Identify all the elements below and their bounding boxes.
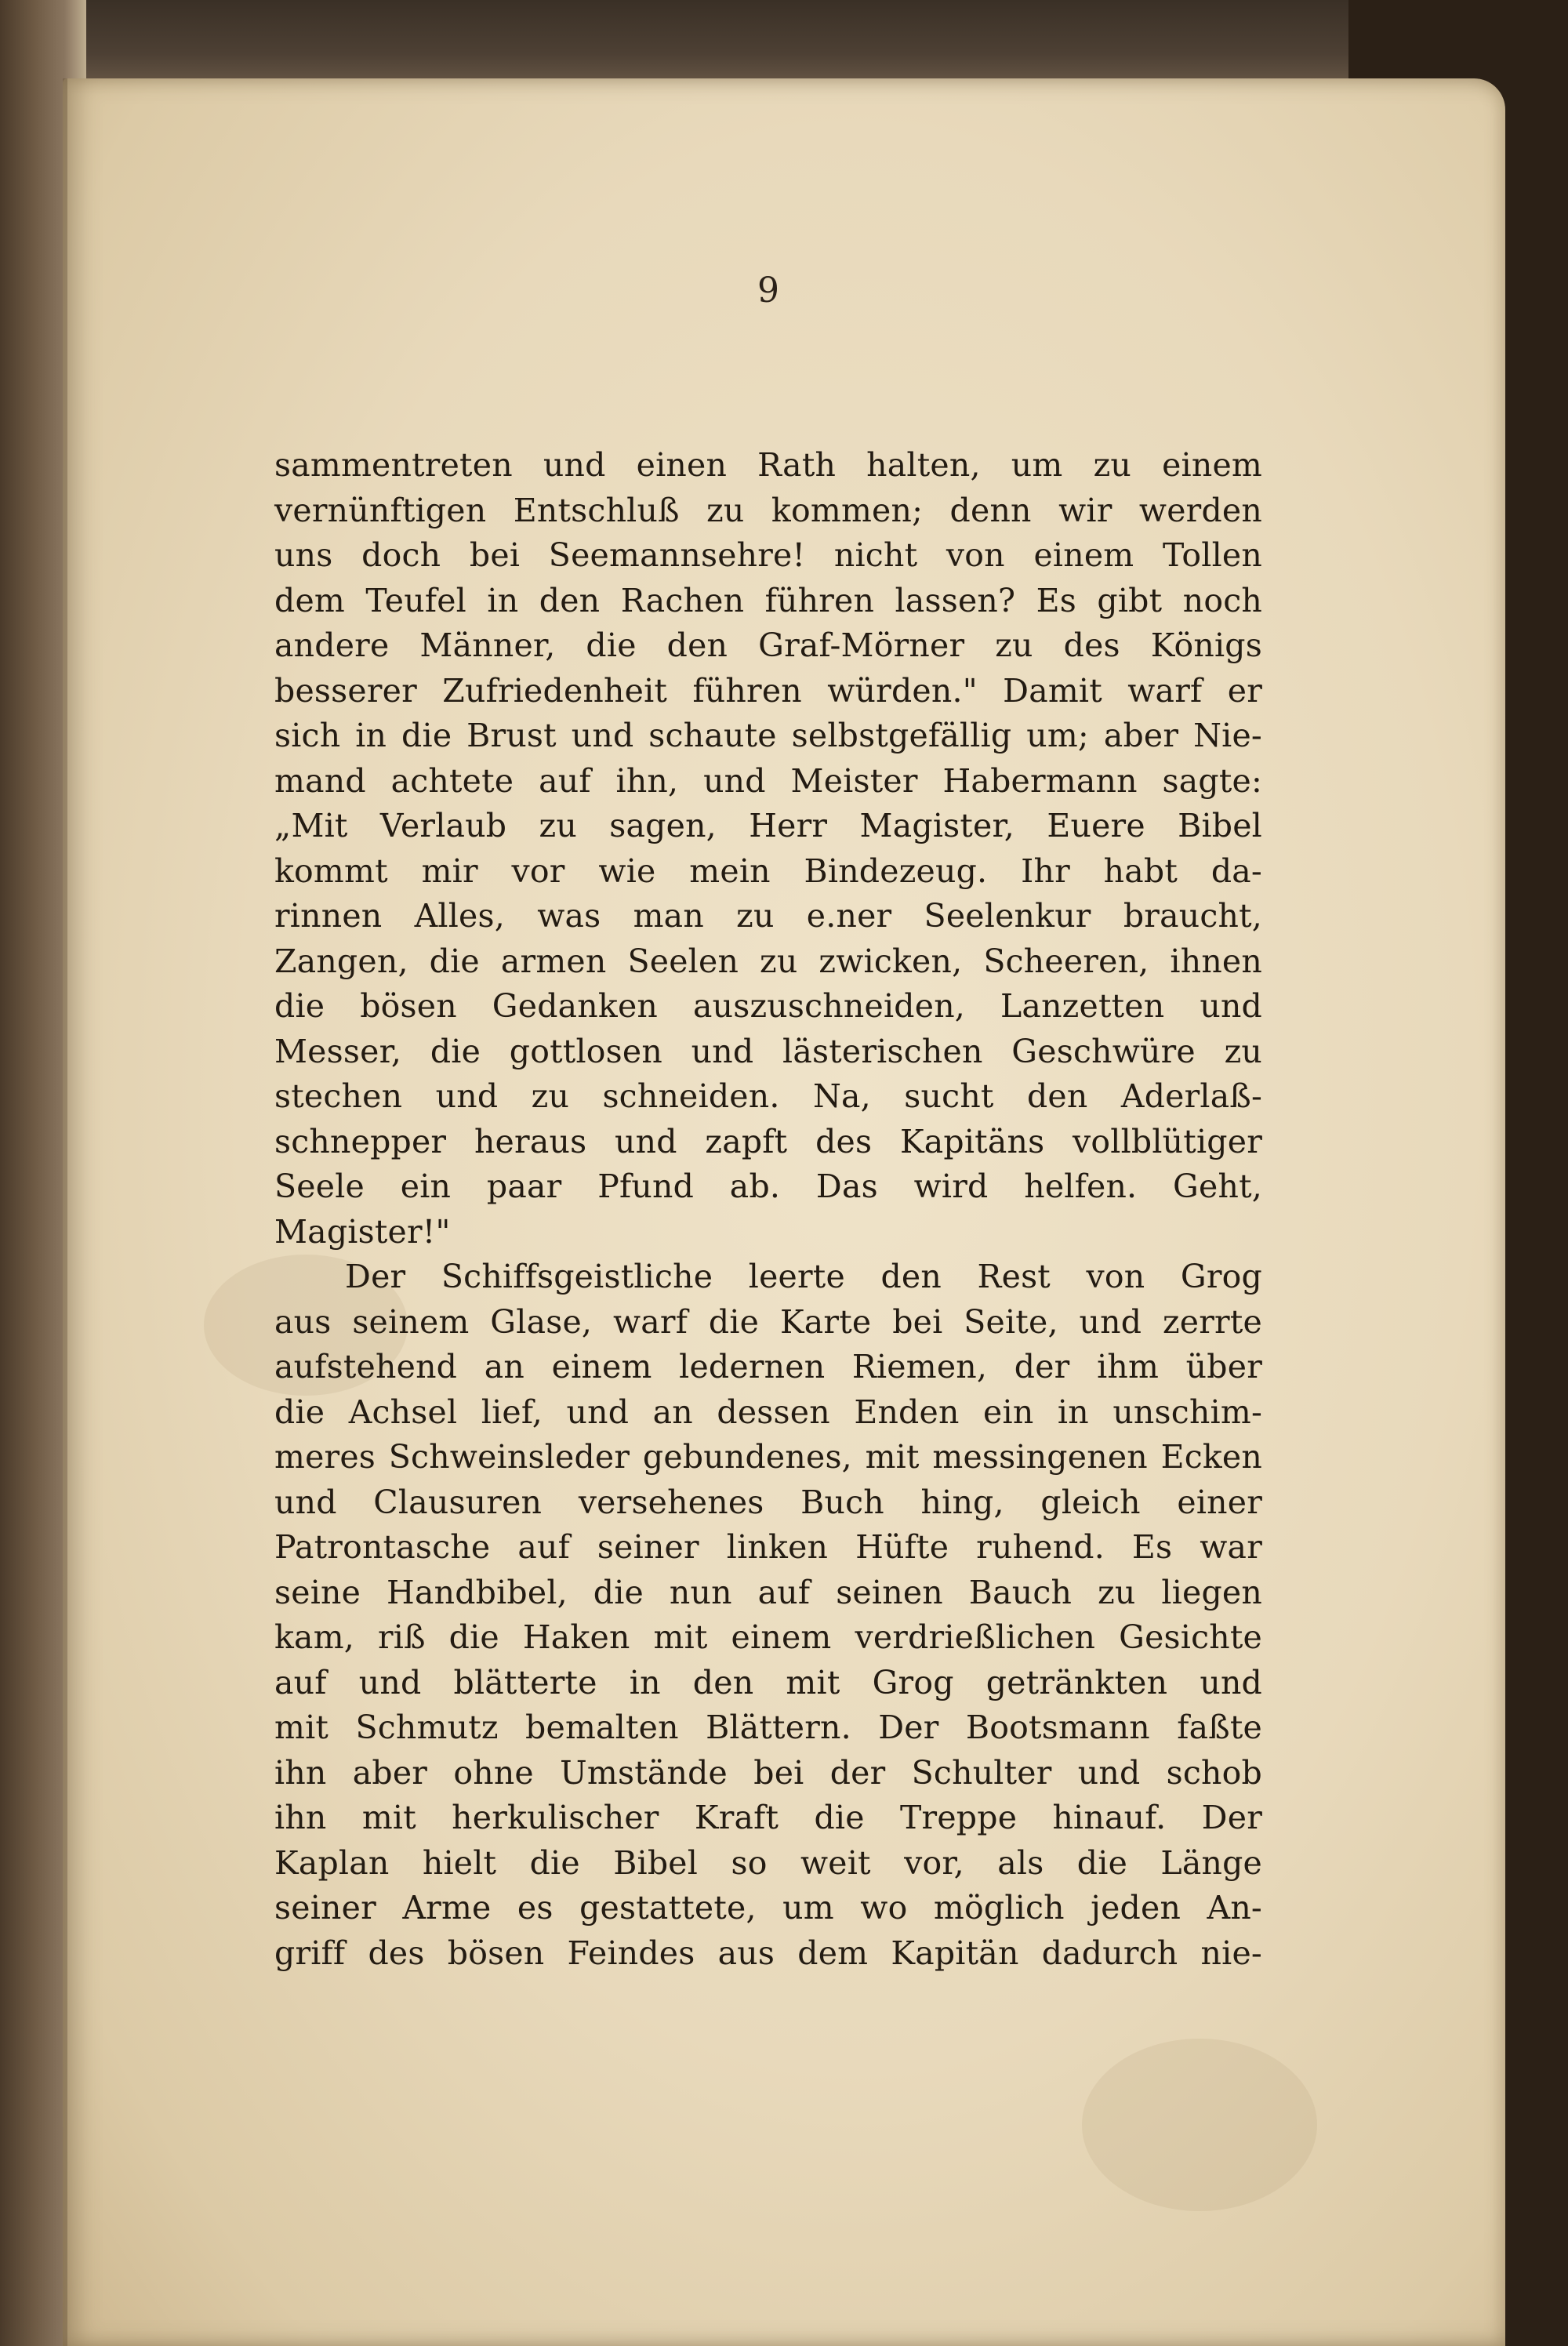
text-line: sich in die Brust und schaute selbstgefällig um; aber Nie- (274, 717, 1262, 754)
text-line: stechen und zu schneiden. Na, sucht den Aderlaß- (274, 1077, 1262, 1115)
text-line: auf und blätterte in den mit Grog getränkten und (274, 1663, 1262, 1701)
text-line: Kaplan hielt die Bibel so weit vor, als die Länge (274, 1843, 1262, 1882)
text-line: dem Teufel in den Rachen führen lassen? Es gibt noch (274, 581, 1262, 619)
text-line: aufstehend an einem ledernen Riemen, der ihm über (274, 1348, 1262, 1385)
text-line: mand achtete auf ihn, und Meister Habermann sagte: (274, 761, 1262, 800)
text-line: uns doch bei Seemannsehre! nicht von einem Tollen (274, 536, 1262, 574)
text-line: schnepper heraus und zapft des Kapitäns vollblütiger (274, 1122, 1262, 1160)
text-line: Der Schiffsgeistliche leerte den Rest von Grog (345, 1258, 1262, 1295)
page-number: 9 (757, 271, 779, 310)
text-line: die Achsel lief, und an dessen Enden ein in unschim- (274, 1393, 1262, 1431)
text-line: Patrontasche auf seiner linken Hüfte ruhend. Es war (274, 1528, 1262, 1566)
body-text (274, 443, 1262, 1976)
text-line: besserer Zufriedenheit führen würden." Damit warf er (274, 671, 1262, 710)
text-line: griff des bösen Feindes aus dem Kapitän dadurch nie- (274, 1934, 1262, 1972)
text-line: ihn aber ohne Umstände bei der Schulter und schob (274, 1753, 1262, 1792)
text-line: meres Schweinsleder gebundenes, mit messingenen Ecken (274, 1438, 1262, 1476)
text-line: andere Männer, die den Graf-Mörner zu des Königs (274, 626, 1262, 664)
book-page (63, 78, 1505, 2346)
text-line: Magister!" (274, 1212, 451, 1251)
page-stain (1082, 2039, 1317, 2211)
text-line: aus seinem Glase, warf die Karte bei Seite, und zerrte (274, 1302, 1262, 1341)
book-headband (0, 0, 1348, 90)
text-line: mit Schmutz bemalten Blättern. Der Bootsmann faßte (274, 1709, 1262, 1746)
text-line: und Clausuren versehenes Buch hing, gleich einer (274, 1483, 1262, 1521)
page-gutter (63, 78, 67, 2346)
text-line: seine Handbibel, die nun auf seinen Bauch zu liegen (274, 1573, 1262, 1611)
text-line: kam, riß die Haken mit einem verdrießlichen Gesichte (274, 1618, 1262, 1656)
text-line: vernünftigen Entschluß zu kommen; denn wir werden (274, 491, 1262, 529)
text-line: die bösen Gedanken auszuschneiden, Lanzetten und (274, 987, 1262, 1025)
text-line: Zangen, die armen Seelen zu zwicken, Scheeren, ihnen (274, 942, 1262, 980)
text-line: sammentreten und einen Rath halten, um zu einem (274, 446, 1262, 484)
text-line: „Mit Verlaub zu sagen, Herr Magister, Euere Bibel (274, 807, 1262, 844)
text-line: seiner Arme es gestattete, um wo möglich jeden An- (274, 1889, 1262, 1927)
text-line: ihn mit herkulischer Kraft die Treppe hinauf. Der (274, 1799, 1262, 1836)
text-line: Seele ein paar Pfund ab. Das wird helfen. Geht, (274, 1168, 1262, 1205)
text-line: rinnen Alles, was man zu e.ner Seelenkur braucht, (274, 897, 1262, 935)
text-line: Messer, die gottlosen und lästerischen Geschwüre zu (274, 1032, 1262, 1070)
text-line: kommt mir vor wie mein Bindezeug. Ihr habt da- (274, 852, 1262, 890)
